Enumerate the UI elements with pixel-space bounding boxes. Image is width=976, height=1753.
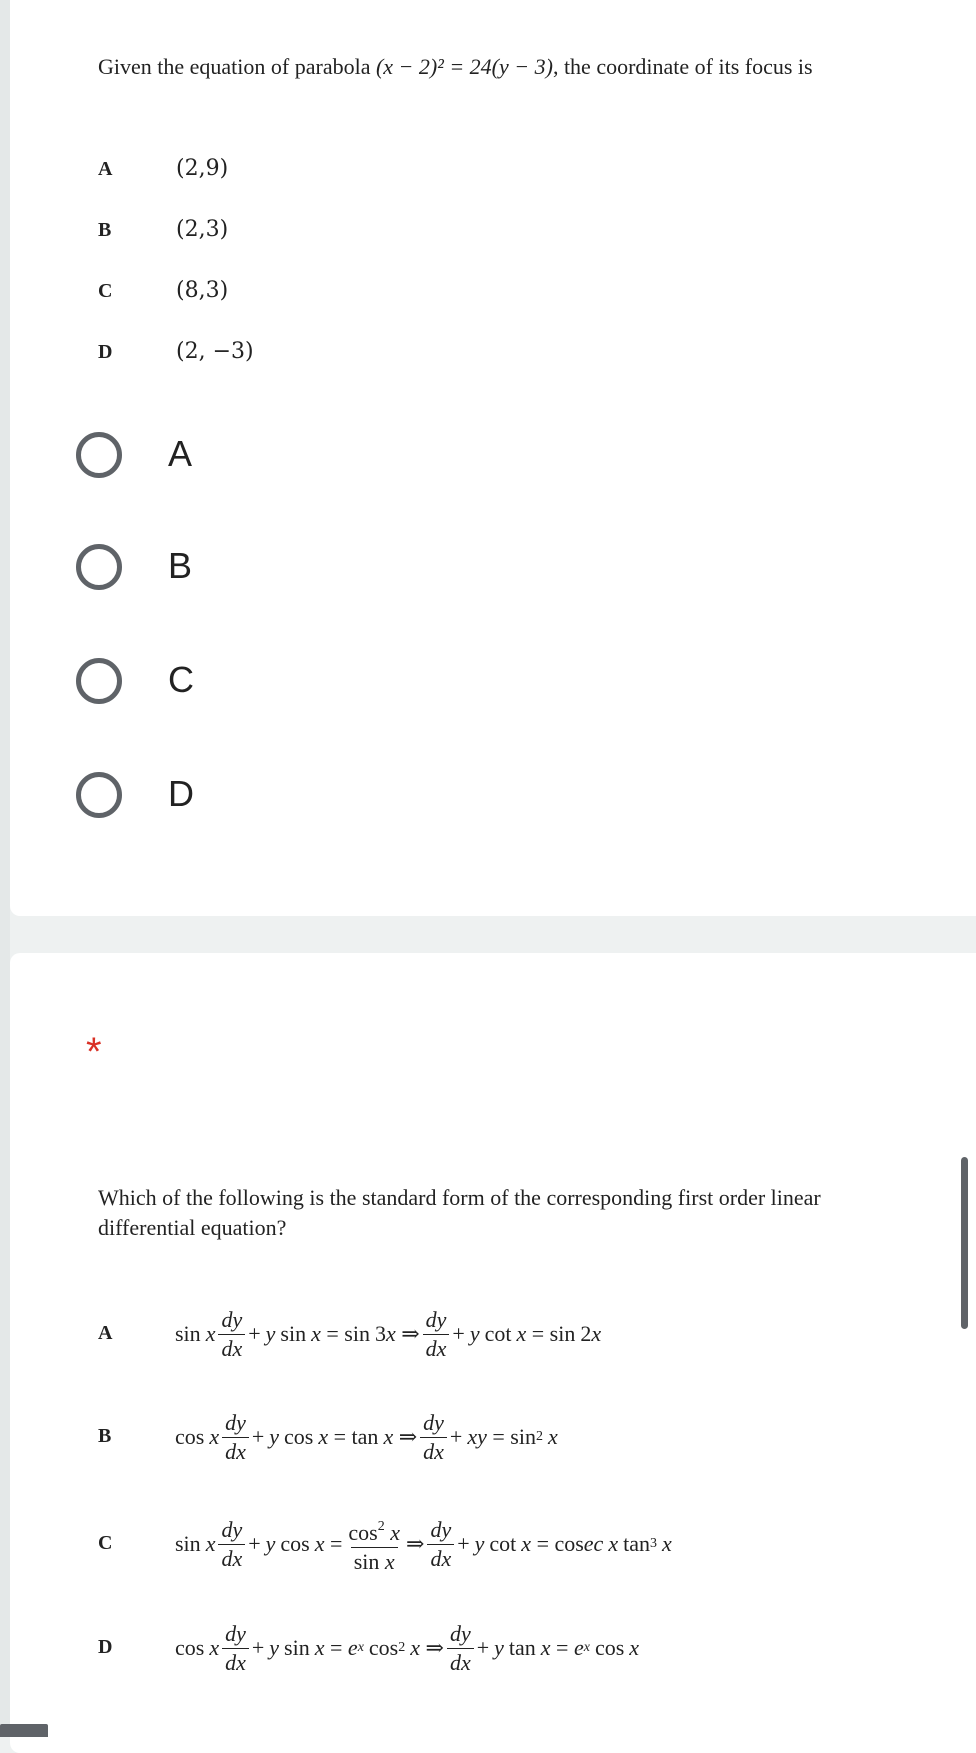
- math-option-letter-a: A: [98, 1322, 113, 1344]
- question-1-suffix: , the coordinate of its focus is: [552, 54, 813, 79]
- option-letter: D: [98, 341, 113, 363]
- option-value: (2, −3): [176, 339, 254, 364]
- math-option-letter-b: B: [98, 1425, 112, 1447]
- left-border: [0, 0, 10, 1737]
- required-marker: *: [86, 1030, 102, 1074]
- option-value: (8,3): [176, 278, 229, 303]
- radio-label: C: [168, 659, 194, 700]
- radio-choice-a[interactable]: [76, 422, 376, 486]
- radio-choice-c[interactable]: [76, 648, 376, 712]
- bottom-edge-tab: [0, 1724, 48, 1737]
- radio-circle-icon[interactable]: [76, 432, 122, 478]
- radio-label: B: [168, 545, 193, 586]
- option-value: (2,9): [176, 156, 229, 181]
- math-option-letter-c: C: [98, 1532, 113, 1554]
- radio-circle-icon[interactable]: [76, 544, 122, 590]
- radio-choice-d[interactable]: [76, 762, 376, 826]
- parabola-equation: (x − 2)² = 24(y − 3): [375, 54, 553, 79]
- radio-label: A: [168, 433, 193, 474]
- math-option-letter-d: D: [98, 1636, 113, 1658]
- radio-choice-b[interactable]: [76, 534, 376, 598]
- option-value: (2,3): [176, 217, 229, 242]
- question-1-text: [98, 52, 918, 82]
- math-option-b: cos x $\frac{dy}{dx}$ + y cos x = tan x ⇒ $\frac{dy}{dx}$ + xy = sin 2 x: [175, 1409, 558, 1464]
- scrollbar-thumb[interactable]: [961, 1157, 968, 1329]
- math-option-d: cos x $\frac{dy}{dx}$ + y sin x = e x cos 2 x ⇒ $\frac{dy}{dx}$ + y tan x = e x cos x: [175, 1620, 640, 1675]
- radio-circle-icon[interactable]: [76, 772, 122, 818]
- radio-circle-icon[interactable]: [76, 658, 122, 704]
- option-letter: B: [98, 219, 112, 241]
- question-2-text: Which of the following is the standard form of the corresponding first order linear differential equation?: [98, 1185, 821, 1240]
- math-option-c: sin x $\frac{dy}{dx}$ + y cos x = $\frac{\cos^2 x}{\text{sin x}}$ ⇒ $\frac{dy}{dx}$ + y cot x = cos ec x tan 3 x: [175, 1516, 672, 1574]
- option-letter: C: [98, 280, 113, 302]
- math-option-a: sin x $\frac{dy}{dx}$ + y sin x = sin 3 x ⇒ $\frac{dy}{dx}$ + y cot x = sin 2 x: [175, 1306, 602, 1361]
- radio-label: D: [168, 773, 194, 814]
- option-letter: A: [98, 158, 113, 180]
- question-1-prefix: Given the equation of parabola: [98, 54, 376, 79]
